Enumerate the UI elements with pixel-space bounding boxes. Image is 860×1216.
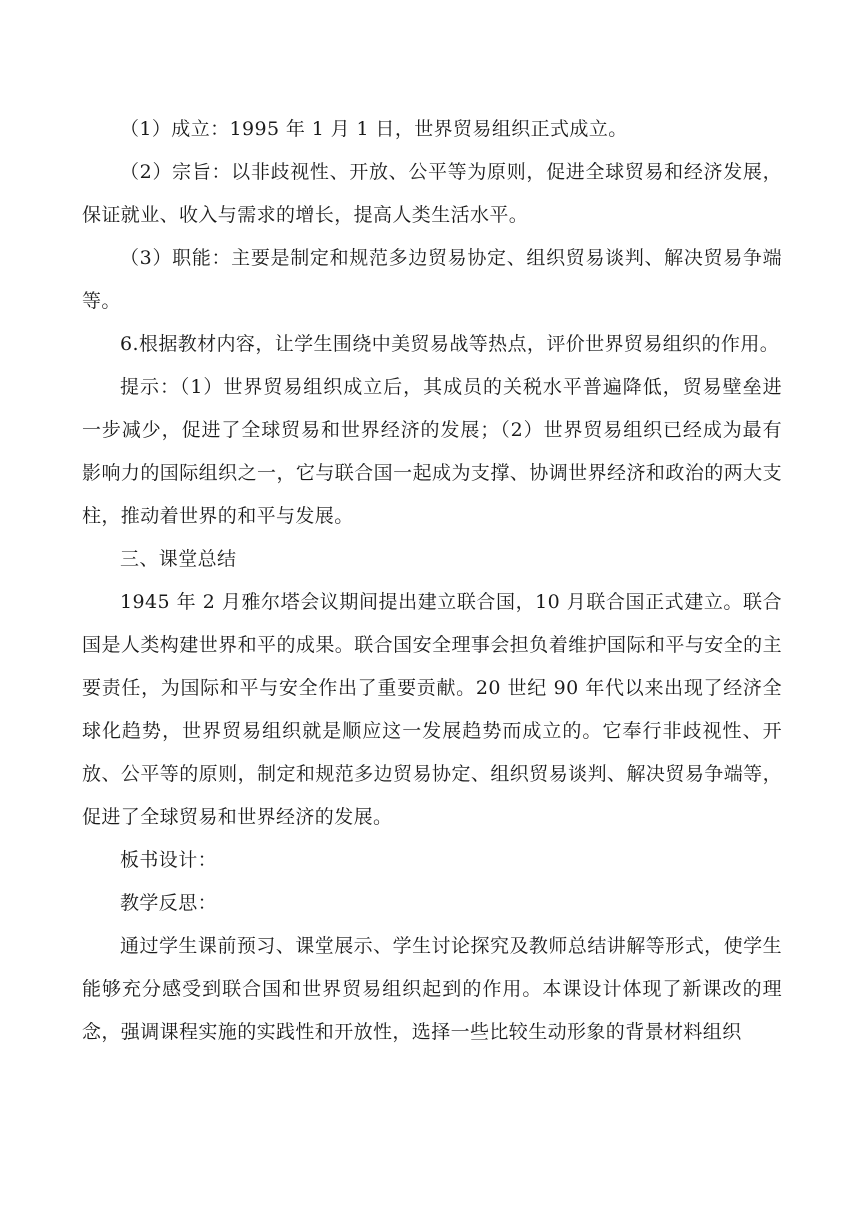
paragraph-hint: 提示：（1）世界贸易组织成立后，其成员的关税水平普遍降低，贸易壁垒进一步减少，促进了全球贸易和世界经济的发展；（2）世界贸易组织已经成为最有影响力的国际组织之一，它与联合国一起成为支撑、协调世界经济和政治的两大支柱，推动着世界的和平与发展。	[82, 376, 782, 527]
paragraph-wto-founding: （1）成立：1995 年 1 月 1 日，世界贸易组织正式成立。	[120, 118, 628, 140]
document-body	[82, 108, 782, 1054]
paragraph-task-6: 6.根据教材内容，让学生围绕中美贸易战等热点，评价世界贸易组织的作用。	[120, 333, 780, 355]
paragraph-summary: 1945 年 2 月雅尔塔会议期间提出建立联合国，10 月联合国正式建立。联合国是人类构建世界和平的成果。联合国安全理事会担负着维护国际和平与安全的主要责任，为国际和平与安全作出了重要贡献。20 世纪 90 年代以来出现了经济全球化趋势，世界贸易组织就是顺应这一发展趋势而成立的。它奉行非歧视性、开放、公平等的原则，制定和规范多边贸易协定、组织贸易谈判、解决贸易争端等，促进了全球贸易和世界经济的发展。	[82, 591, 782, 828]
heading-teaching-reflection: 教学反思：	[120, 892, 218, 914]
paragraph-wto-functions: （3）职能：主要是制定和规范多边贸易协定、组织贸易谈判、解决贸易争端等。	[82, 247, 782, 312]
paragraph-wto-purpose: （2）宗旨：以非歧视性、开放、公平等为原则，促进全球贸易和经济发展，保证就业、收入与需求的增长，提高人类生活水平。	[82, 161, 782, 226]
section-heading-summary: 三、课堂总结	[120, 548, 237, 570]
paragraph-reflection: 通过学生课前预习、课堂展示、学生讨论探究及教师总结讲解等形式，使学生能够充分感受到联合国和世界贸易组织起到的作用。本课设计体现了新课改的理念，强调课程实施的实践性和开放性，选择一些比较生动形象的背景材料组织	[82, 935, 782, 1043]
heading-board-design: 板书设计：	[120, 849, 218, 871]
